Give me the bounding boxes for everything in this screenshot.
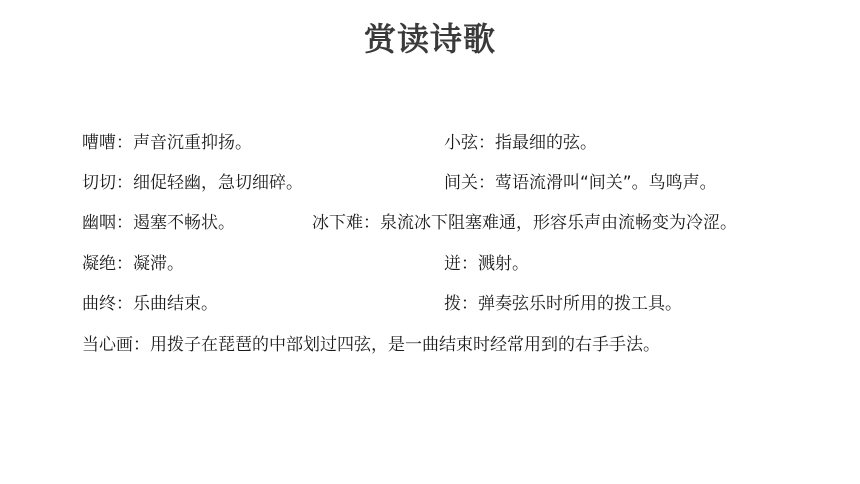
note-bingxianan: 冰下难：泉流冰下阻塞难通，形容乐声由流畅变为冷涩。 bbox=[312, 213, 737, 233]
note-qieqie: 切切：细促轻幽，急切细碎。 bbox=[82, 173, 303, 193]
note-ningjue: 凝绝：凝滞。 bbox=[82, 254, 184, 274]
page-title: 赏读诗歌 bbox=[363, 20, 496, 58]
note-xiaoxian: 小弦：指最细的弦。 bbox=[444, 133, 597, 153]
note-dangxinhua: 当心画：用拨子在琵琶的中部划过四弦，是一曲结束时经常用到的右手手法。 bbox=[82, 335, 660, 355]
note-youyan: 幽咽：遏塞不畅状。 bbox=[82, 213, 235, 233]
note-bo: 拨：弹奏弦乐时所用的拨工具。 bbox=[444, 294, 682, 314]
note-jianguan: 间关：莺语流滑叫“间关”。鸟鸣声。 bbox=[444, 173, 717, 193]
note-quzhong: 曲终：乐曲结束。 bbox=[82, 294, 218, 314]
note-caocao: 嘈嘈：声音沉重抑扬。 bbox=[82, 133, 252, 153]
note-beng: 迸：溅射。 bbox=[444, 254, 529, 274]
